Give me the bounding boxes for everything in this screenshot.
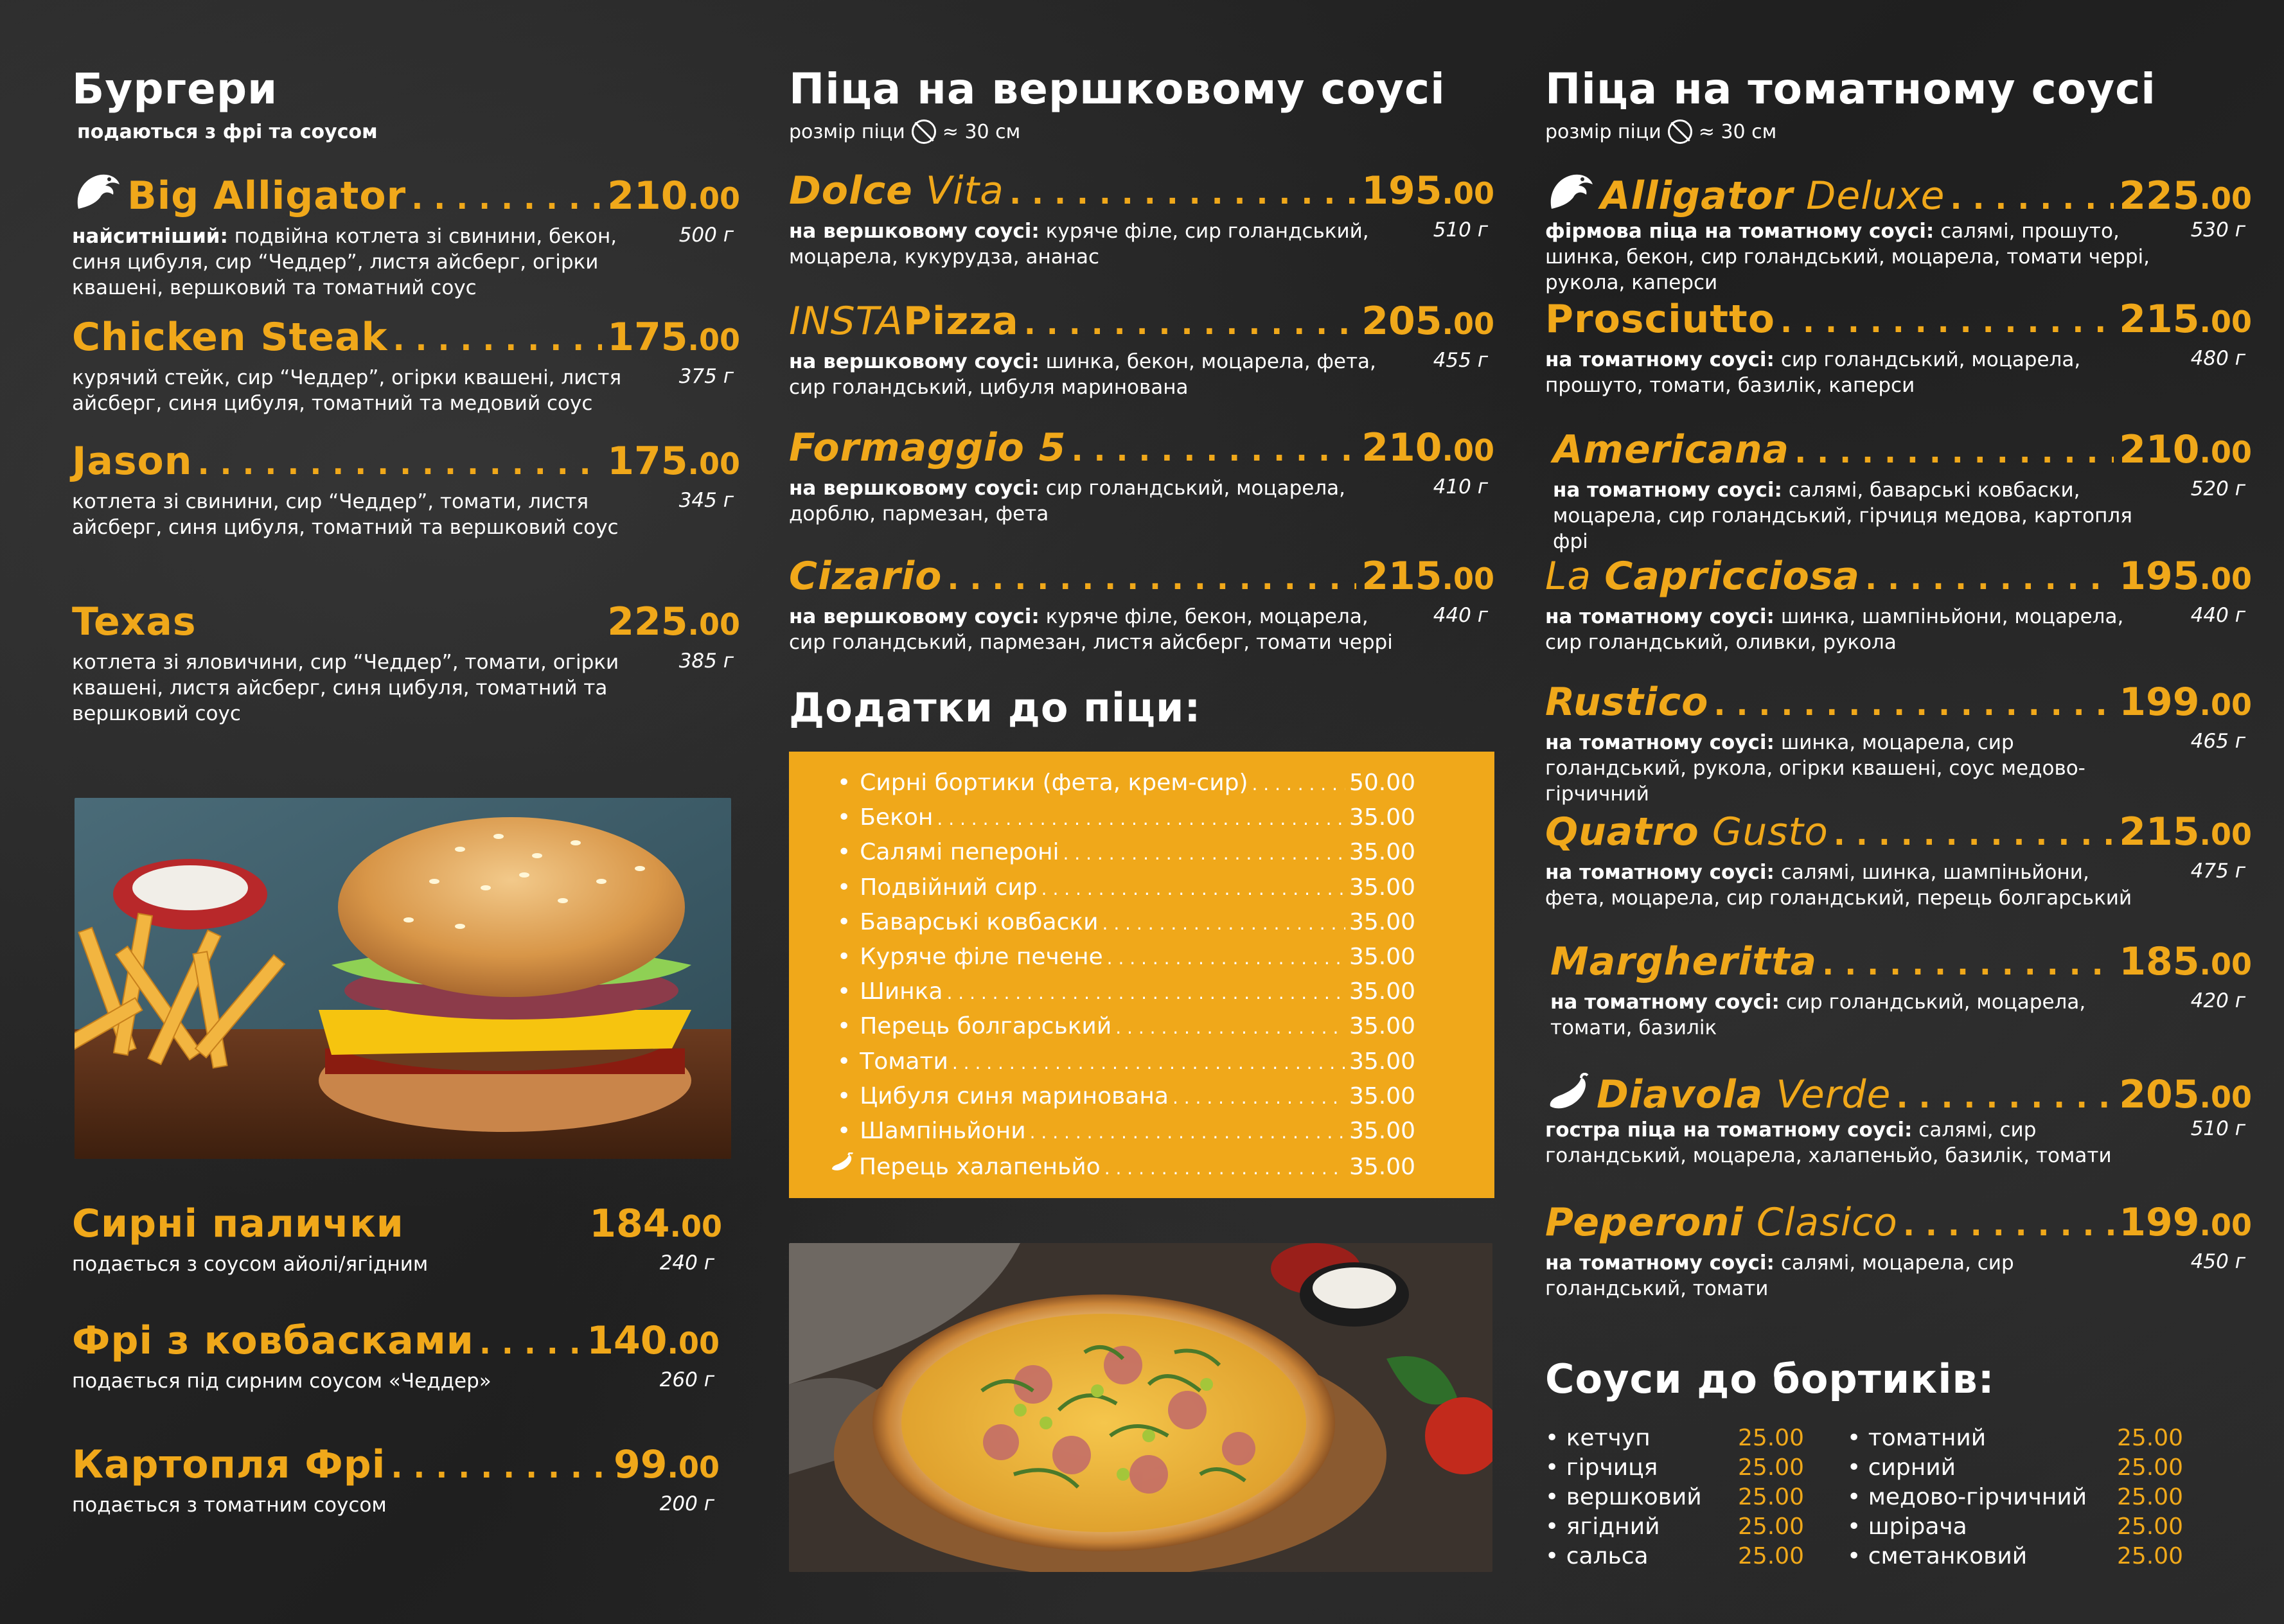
item-name: Quatro Gusto bbox=[1545, 809, 1828, 854]
item-price: 184.00 bbox=[589, 1201, 722, 1246]
item-description: котлета зі яловичини, сир “Чеддер”, томати, огірки квашені, листя айсберг, синя цибуля, томатний та вершковий соус bbox=[72, 651, 619, 725]
addon-row[interactable]: Перець халапеньйо . . . 35.00 bbox=[837, 1152, 1415, 1187]
item-description: на томатному соусі: шинка, моцарела, сир голандський, рукола, огірки квашені, соус медово-гірчичний bbox=[1545, 731, 2085, 806]
item-name: Texas bbox=[72, 599, 197, 644]
leader-dots bbox=[1896, 1079, 2114, 1115]
item-weight: 465 г bbox=[2190, 730, 2245, 753]
leader-dots bbox=[1009, 175, 1356, 211]
sauce-row[interactable]: • сметанковий 25.00 bbox=[1847, 1543, 2184, 1569]
sauces-title: Соуси до бортиків: bbox=[1545, 1355, 1995, 1402]
item-price: 199.00 bbox=[2119, 1200, 2252, 1245]
addon-row[interactable]: • Перець болгарський . . . 35.00 bbox=[837, 1013, 1415, 1048]
menu-item-alligator-deluxe[interactable] bbox=[1545, 164, 2252, 296]
leader-dots bbox=[393, 322, 602, 358]
sauces-left-column bbox=[1545, 1425, 1847, 1573]
addon-row[interactable]: • Томати . . . 35.00 bbox=[837, 1048, 1415, 1083]
leader-dots bbox=[1822, 946, 2114, 982]
item-description: на вершковому соусі: куряче філе, сир голандський, моцарела, кукурудза, ананас bbox=[789, 220, 1369, 269]
leader-dots bbox=[391, 1449, 608, 1485]
item-description: на томатному соусі: сир голандський, моцарела, томати, базилік bbox=[1550, 991, 2086, 1039]
sauces-right-column bbox=[1847, 1425, 2207, 1573]
sauce-row[interactable]: • медово-гірчичний 25.00 bbox=[1847, 1484, 2184, 1510]
pizza-size-icon bbox=[1668, 119, 1692, 144]
item-name: Diavola Verde bbox=[1597, 1072, 1891, 1117]
menu-item-diavola-verde[interactable] bbox=[1545, 1066, 2252, 1169]
sauce-row[interactable]: • томатний 25.00 bbox=[1847, 1425, 2184, 1451]
leader-dots bbox=[197, 446, 602, 482]
item-description: подається під сирним соусом «Чеддер» bbox=[72, 1370, 491, 1393]
item-name: INSTAPizza bbox=[789, 299, 1019, 344]
item-price: 215.00 bbox=[1361, 554, 1494, 599]
menu-item-french-fries[interactable] bbox=[72, 1442, 740, 1518]
addon-row[interactable]: • Подвійний сир . . . 35.00 bbox=[837, 874, 1415, 909]
item-weight: 375 г bbox=[678, 365, 734, 388]
item-name: Jason bbox=[72, 439, 193, 484]
item-weight: 200 г bbox=[659, 1492, 714, 1515]
leader-dots bbox=[1713, 687, 2114, 723]
item-price: 225.00 bbox=[607, 599, 740, 644]
item-weight: 410 г bbox=[1433, 475, 1488, 499]
item-name: Chicken Steak bbox=[72, 315, 388, 360]
item-price: 225.00 bbox=[2119, 173, 2252, 218]
item-name: Rustico bbox=[1545, 680, 1709, 725]
addon-row[interactable]: • Салямі пепероні . . . 35.00 bbox=[837, 839, 1415, 874]
item-weight: 260 г bbox=[659, 1368, 714, 1391]
item-weight: 480 г bbox=[2190, 347, 2245, 370]
menu-item-cheese-sticks[interactable] bbox=[72, 1201, 740, 1277]
sauce-row[interactable]: • ягідний 25.00 bbox=[1545, 1514, 1805, 1540]
item-name: Prosciutto bbox=[1545, 297, 1775, 342]
item-name: Dolce Vita bbox=[789, 168, 1004, 213]
item-description: на томатному соусі: салямі, шинка, шампіньйони, фета, моцарела, сир голандський, перець болгарський bbox=[1545, 861, 2132, 910]
item-name: La Capricciosa bbox=[1545, 554, 1861, 599]
item-price: 205.00 bbox=[2119, 1072, 2252, 1117]
sauce-row[interactable]: • сальса 25.00 bbox=[1545, 1543, 1805, 1569]
item-description: найситніший: подвійна котлета зі свинини, бекон, синя цибуля, сир “Чеддер”, листя айсберг, огірки квашені, вершковий та томатний соус bbox=[72, 225, 617, 299]
item-price: 215.00 bbox=[2119, 297, 2252, 342]
burger-photo bbox=[75, 798, 731, 1159]
leader-dots bbox=[947, 561, 1356, 597]
item-price: 175.00 bbox=[607, 439, 740, 484]
addon-row[interactable]: • Шампіньйони . . . 35.00 bbox=[837, 1118, 1415, 1152]
addon-row[interactable]: • Цибуля синя маринована . . . 35.00 bbox=[837, 1083, 1415, 1118]
cream-pizza-subtitle: розмір піци ≈ 30 см bbox=[789, 120, 1021, 143]
item-description: фірмова піца на томатному соусі: салямі, прошуто, шинка, бекон, сир голандський, моцарела, томати черрі, рукола, каперси bbox=[1545, 220, 2150, 294]
leader-dots bbox=[1794, 434, 2114, 470]
item-name: Formaggio 5 bbox=[789, 425, 1067, 470]
alligator-icon bbox=[72, 170, 122, 215]
chili-pepper-icon bbox=[829, 1152, 855, 1180]
item-weight: 420 г bbox=[2190, 989, 2245, 1012]
leader-dots bbox=[1903, 1207, 2114, 1243]
item-description: на вершковому соусі: шинка, бекон, моцарела, фета, сир голандський, цибуля маринована bbox=[789, 350, 1376, 399]
menu-item-margheritta[interactable] bbox=[1545, 939, 2252, 1041]
leader-dots bbox=[1024, 306, 1357, 342]
item-name: Big Alligator bbox=[127, 173, 407, 218]
menu-item-americana[interactable] bbox=[1545, 427, 2252, 554]
menu-item-peperoni-clasico[interactable] bbox=[1545, 1200, 2252, 1302]
sauce-row[interactable]: • гірчиця 25.00 bbox=[1545, 1454, 1805, 1481]
menu-item-texas[interactable] bbox=[72, 599, 740, 727]
item-name: Margheritta bbox=[1550, 939, 1818, 984]
item-price: 199.00 bbox=[2119, 680, 2252, 725]
item-description: на томатному соусі: шинка, шампіньйони, моцарела, сир голандський, оливки, рукола bbox=[1545, 605, 2124, 654]
item-description: на томатному соусі: сир голандський, моцарела, прошуто, томати, базилік, каперси bbox=[1545, 348, 2081, 397]
item-weight: 500 г bbox=[678, 224, 734, 247]
item-description: на вершковому соусі: сир голандський, моцарела, дорблю, пармезан, фета bbox=[789, 477, 1346, 525]
addons-box bbox=[789, 752, 1494, 1198]
item-weight: 510 г bbox=[1433, 218, 1488, 242]
item-name: Фрі з ковбасками bbox=[72, 1318, 474, 1363]
item-price: 140.00 bbox=[587, 1318, 720, 1363]
item-price: 175.00 bbox=[607, 315, 740, 360]
item-price: 210.00 bbox=[1361, 425, 1494, 470]
item-weight: 530 г bbox=[2190, 218, 2245, 242]
addons-title: Додатки до піци: bbox=[789, 684, 1201, 731]
item-name: Cizario bbox=[789, 554, 943, 599]
item-name: Peperoni Clasico bbox=[1545, 1200, 1898, 1245]
item-description: гостра піца на томатному соусі: салямі, сир голандський, моцарела, халапеньйо, базилік, томати bbox=[1545, 1118, 2112, 1167]
item-price: 99.00 bbox=[614, 1442, 720, 1487]
item-description: на томатному соусі: салямі, баварські ковбаски, моцарела, сир голандський, гірчиця медова, картопля фрі bbox=[1553, 479, 2132, 553]
item-weight: 440 г bbox=[2190, 604, 2245, 627]
tomato-pizza-title: Піца на томатному соусі bbox=[1545, 64, 2156, 114]
item-description: подається з томатним соусом bbox=[72, 1494, 387, 1517]
menu-item-dolce-vita[interactable] bbox=[789, 168, 1494, 270]
item-price: 215.00 bbox=[2119, 809, 2252, 854]
addon-row[interactable]: • Бекон . . . 35.00 bbox=[837, 804, 1415, 839]
item-name: Americana bbox=[1553, 427, 1790, 472]
item-price: 210.00 bbox=[2119, 427, 2252, 472]
item-price: 185.00 bbox=[2119, 939, 2252, 984]
menu-item-chicken-steak[interactable] bbox=[72, 315, 740, 416]
pizza-size-icon bbox=[912, 119, 936, 144]
leader-dots bbox=[479, 1325, 581, 1361]
leader-dots bbox=[1950, 181, 2114, 216]
addon-row[interactable]: • Баварські ковбаски . . . 35.00 bbox=[837, 909, 1415, 944]
menu-item-la-capricciosa[interactable] bbox=[1545, 554, 2252, 655]
addon-row[interactable]: • Куряче філе печене . . . 35.00 bbox=[837, 944, 1415, 978]
leader-dots bbox=[1834, 816, 2114, 852]
item-weight: 345 г bbox=[678, 489, 734, 512]
sauce-row[interactable]: • вершковий 25.00 bbox=[1545, 1484, 1805, 1510]
item-description: курячий стейк, сир “Чеддер”, огірки квашені, листя айсберг, синя цибуля, томатний та медовий соус bbox=[72, 366, 622, 415]
menu-item-quatro-gusto[interactable] bbox=[1545, 809, 2252, 911]
item-weight: 450 г bbox=[2190, 1250, 2245, 1273]
pizza-photo bbox=[789, 1243, 1492, 1572]
item-description: на вершковому соусі: куряче філе, бекон, моцарела, сир голандський, пармезан, листя айсберг, томати черрі bbox=[789, 605, 1393, 654]
alligator-icon bbox=[1545, 170, 1595, 215]
sauce-row[interactable]: • кетчуп 25.00 bbox=[1545, 1425, 1805, 1451]
item-weight: 510 г bbox=[2190, 1117, 2245, 1140]
item-name: Alligator Deluxe bbox=[1600, 173, 1945, 218]
leader-dots bbox=[1071, 432, 1356, 468]
menu-item-big-alligator[interactable] bbox=[72, 164, 740, 301]
cream-pizza-title: Піца на вершковому соусі bbox=[789, 64, 1446, 114]
item-weight: 440 г bbox=[1433, 604, 1488, 627]
sauce-row[interactable]: • сирний 25.00 bbox=[1847, 1454, 2184, 1481]
menu-item-fries-sausages[interactable] bbox=[72, 1318, 740, 1394]
leader-dots bbox=[1865, 561, 2114, 597]
item-price: 195.00 bbox=[2119, 554, 2252, 599]
menu-item-prosciutto[interactable] bbox=[1545, 297, 2252, 398]
item-name: Сирні палички bbox=[72, 1201, 404, 1246]
item-weight: 475 г bbox=[2190, 860, 2245, 883]
leader-dots bbox=[411, 181, 602, 216]
item-description: на томатному соусі: салямі, моцарела, сир голандський, томати bbox=[1545, 1251, 2014, 1300]
tomato-pizza-subtitle: розмір піци ≈ 30 см bbox=[1545, 120, 1777, 143]
item-description: котлета зі свинини, сир “Чеддер”, томати, листя айсберг, синя цибуля, томатний та вершковий соус bbox=[72, 490, 619, 539]
item-price: 210.00 bbox=[607, 173, 740, 218]
item-description: подається з соусом айолі/ягідним bbox=[72, 1253, 429, 1276]
item-weight: 455 г bbox=[1433, 349, 1488, 372]
addon-row[interactable]: • Сирні бортики (фета, крем-сир) . . . 50.00 bbox=[837, 770, 1415, 804]
item-weight: 385 г bbox=[678, 649, 734, 673]
menu-item-formaggio-5[interactable] bbox=[789, 425, 1494, 527]
leader-dots bbox=[1780, 304, 2114, 340]
menu-item-cizario[interactable] bbox=[789, 554, 1494, 655]
item-price: 205.00 bbox=[1361, 299, 1494, 344]
menu-item-insta-pizza[interactable] bbox=[789, 299, 1494, 400]
chili-pepper-icon bbox=[1545, 1073, 1591, 1118]
burgers-subtitle: подаються з фрі та соусом bbox=[77, 121, 378, 143]
item-name: Картопля Фрі bbox=[72, 1442, 386, 1487]
menu-item-jason[interactable] bbox=[72, 439, 740, 540]
addon-row[interactable]: • Шинка . . . 35.00 bbox=[837, 978, 1415, 1013]
item-weight: 520 г bbox=[2190, 477, 2245, 500]
sauces-grid bbox=[1545, 1425, 2252, 1573]
item-weight: 240 г bbox=[659, 1251, 714, 1275]
menu-item-rustico[interactable] bbox=[1545, 680, 2252, 807]
item-price: 195.00 bbox=[1361, 168, 1494, 213]
sauce-row[interactable]: • шрірача 25.00 bbox=[1847, 1514, 2184, 1540]
burgers-title: Бургери bbox=[72, 64, 278, 114]
